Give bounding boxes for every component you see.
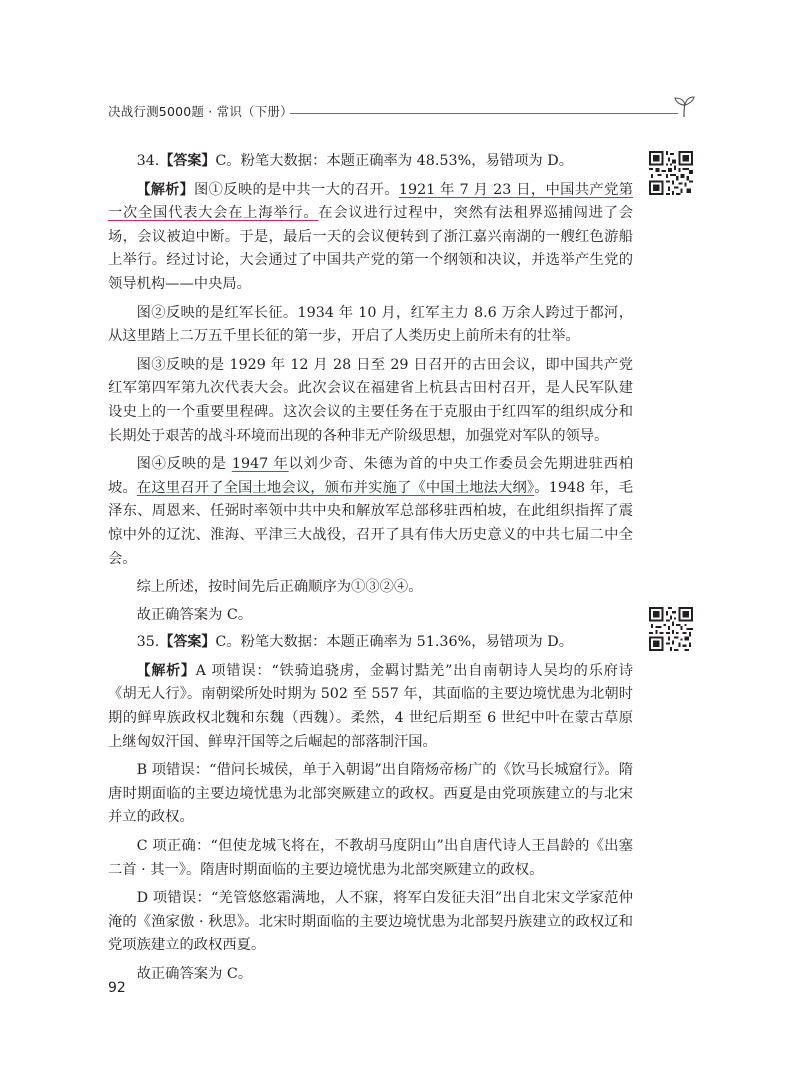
q34-number: 34. [136,153,160,169]
q34-analysis-p2: 图②反映的是红军长征。1934 年 10 月，红军主力 8.6 万余人跨过于都河，从这里踏上二万五千里长征的第一步，开启了人类历史上前所未有的壮举。 [108,304,633,345]
qr-code-icon[interactable] [649,607,693,651]
q35-conclusion: 故正确答案为 C。 [136,966,253,982]
highlight-underline: 在这里召开了全国土地会议，颁布并实施了《中国土地法大纲》 [136,479,535,496]
q34-analysis-p4 [108,453,633,571]
sprout-icon [671,96,697,118]
text-run: 图④反映的是 [136,456,232,473]
q35-analysis-label: 【解析】 [136,662,196,679]
running-header-title: 决战行测5000题 · 常识（下册） [108,104,299,120]
q35-analysis-option-c: C 项正确：“但使龙城飞将在，不教胡马度阴山”出自唐代诗人王昌龄的《出塞二首 · 其一》。隋唐时期面临的主要边境忧患为北部突厥建立的政权。 [108,838,633,878]
highlight-underline: 1921 年 7 月 23 日，中国共产党第一次全国代表大会在上海举行。 [108,181,633,222]
text-run: 图①反映的是中共一大的召开。 [193,181,399,198]
highlight-underline: 1947 年 [231,456,289,473]
q34-analysis-p1 [108,179,633,297]
text-run: 。1948 年，毛泽东、周恩来、任弼时率领中共中央和解放军总部移驻西柏坡，在此组织指挥了震惊中外的辽沈、淮海、平津三大战役，召开了具有伟大历史意义的中共七届二中全会。 [108,479,633,567]
q34-answer-text: C。粉笔大数据：本题正确率为 48.53%，易错项为 D。 [215,153,573,169]
q35-answer-line [108,631,633,655]
q34-answer-line [108,150,633,174]
q35-number: 35. [136,634,160,651]
q34-conclusion: 故正确答案为 C。 [136,606,253,623]
text-run: 以刘少奇、朱德为首的中央工作委员会先期进驻西柏坡。 [108,456,633,496]
qr-code-icon[interactable] [649,151,693,195]
header-rule [290,113,678,114]
q35-analysis-option-d: D 项错误：“羌管悠悠霜满地，人不寐，将军白发征夫泪”出自北宋文学家范仲淹的《渔家傲 · 秋思》。北宋时期面临的主要边境忧患为北部契丹族建立的政权辽和党项族建立的政权西夏。 [108,890,633,954]
q35-answer-text: C。粉笔大数据：本题正确率为 51.36%，易错项为 D。 [215,634,573,651]
q35-answer-label: 【答案】 [159,634,216,651]
q34-summary: 综上所述，按时间先后正确顺序为①③②④。 [136,579,423,596]
text-run: 在会议进行过程中，突然有法租界巡捕闯进了会场，会议被迫中断。于是，最后一天的会议便转到了浙江嘉兴南湖的一艘红色游船上举行。经过讨论，大会通过了中国共产党的第一个纲领和决议，并选举产生党的领导机构——中央局。 [108,205,634,292]
answer-explanations [108,150,633,992]
q35-analysis-option-b: B 项错误：“借问长城侯，单于入朝谒”出自隋炀帝杨广的《饮马长城窟行》。隋唐时期面临的主要边境忧患为北部突厥建立的政权。西夏是由党项族建立的与北宋并立的政权。 [108,762,633,826]
page-number: 92 [108,980,126,996]
q34-answer-label: 【答案】 [159,153,216,169]
text-run: A 项错误：“铁骑追骁虏，金羁讨黠羌”出自南朝诗人吴均的乐府诗《胡无人行》。南朝梁所处时期为 502 至 557 年，其面临的主要边境忧患为北朝时期的鲜卑族政权北魏和东魏（西魏）。柔然，4 世纪后期至 6 世纪中叶在蒙古草原上继匈奴汗国、鲜卑汗国等之后崛起的部落制汗国。 [108,662,633,750]
q34-analysis-label: 【解析】 [136,181,194,198]
q34-analysis-p3: 图③反映的是 1929 年 12 月 28 日至 29 日召开的古田会议，即中国共产党红军第四军第九次代表大会。此次会议在福建省上杭县古田村召开，是人民军队建设史上的一个重要里程碑。这次会议的主要任务在于克服由于红四军的组织成分和长期处于艰苦的战斗环境而出现的各种非无产阶级思想，加强党对军队的领导。 [108,356,633,444]
q35-analysis-option-a [108,660,633,754]
